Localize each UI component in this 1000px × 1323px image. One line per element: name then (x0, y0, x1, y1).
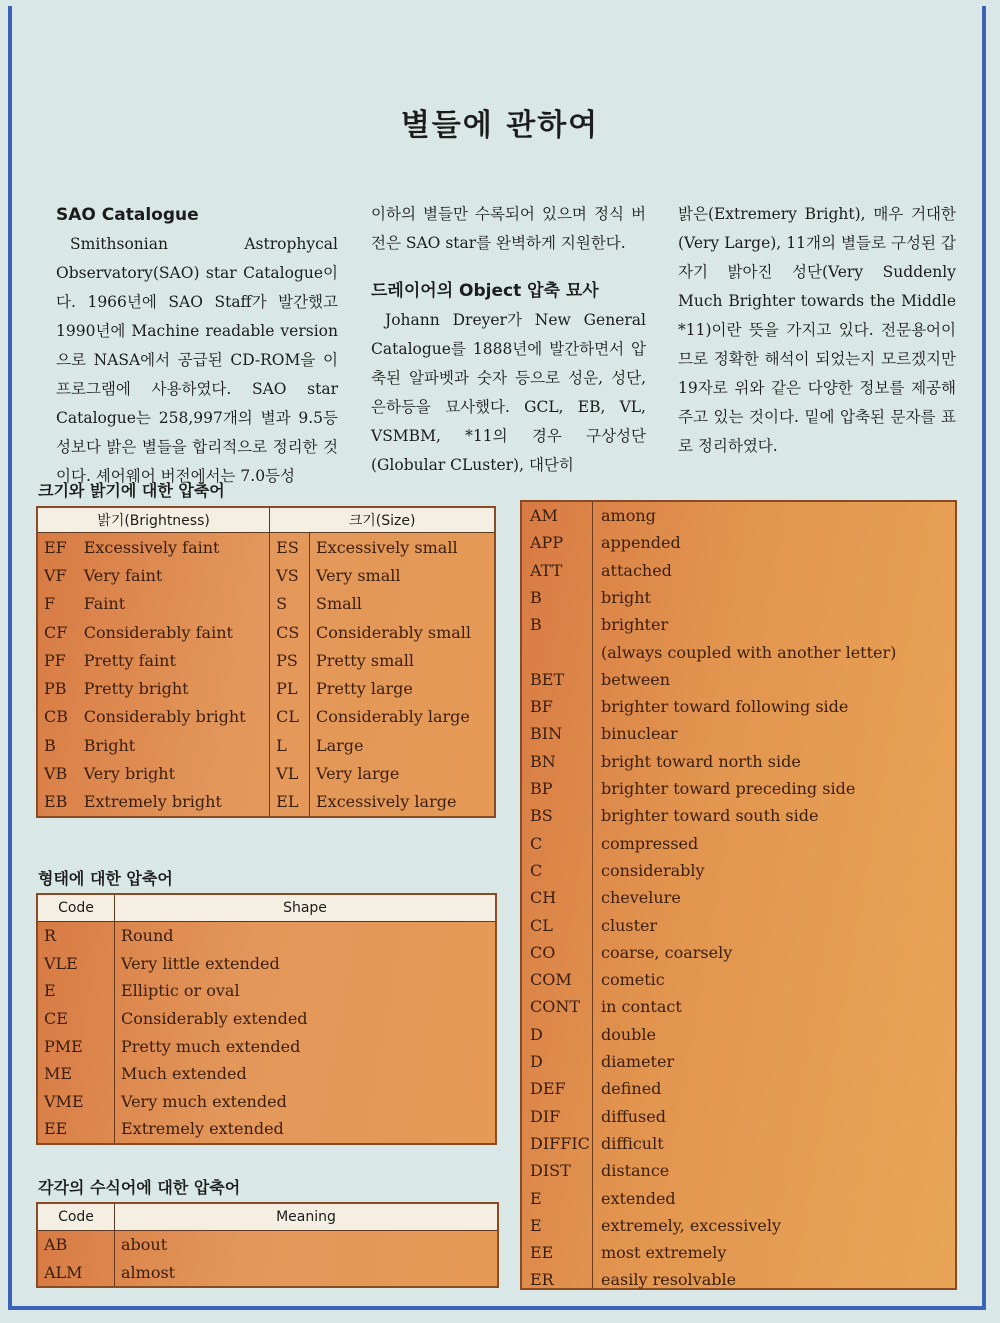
shape-code: VME (37, 1088, 115, 1116)
abbreviation-meaning: cluster (601, 915, 658, 935)
abbreviation-list (520, 500, 957, 1290)
brightness-meaning: Very bright (78, 759, 270, 787)
code-header: Code (37, 1203, 115, 1231)
shape-meaning: Much extended (121, 1064, 247, 1084)
code-header: Code (37, 894, 115, 922)
size-meaning: Considerably small (315, 622, 472, 642)
size-meaning: Pretty small (315, 650, 415, 670)
abbreviation-code: BP (530, 779, 553, 798)
size-code: EL (270, 788, 310, 817)
table-row (37, 1005, 496, 1033)
size-code: L (270, 731, 310, 759)
shape-header: Shape (115, 894, 497, 922)
brightness-header: 밝기(Brightness) (37, 507, 270, 533)
sao-heading: SAO Catalogue (56, 205, 199, 225)
table-row (37, 703, 495, 731)
abbreviation-code: DEF (530, 1079, 566, 1099)
abbreviation-code: DIST (530, 1161, 571, 1181)
table-row (37, 759, 495, 787)
abbreviation-code: D (530, 1052, 543, 1071)
brightness-meaning: Considerably bright (78, 703, 270, 731)
table2-title: 형태에 대한 압축어 (38, 869, 173, 888)
size-meaning: Pretty large (315, 679, 413, 699)
table-row (37, 618, 495, 646)
brightness-meaning: Very faint (78, 561, 270, 589)
abbreviation-meaning: extremely, excessively (601, 1215, 782, 1235)
size-code: CS (270, 618, 310, 646)
brightness-code: CB (44, 707, 68, 727)
abbreviation-meaning: bright (601, 587, 651, 607)
shape-meaning: Considerably extended (121, 1009, 308, 1029)
abbreviation-meaning: chevelure (601, 888, 681, 908)
abbreviation-code: D (530, 1024, 543, 1044)
abbreviation-meaning: appended (601, 533, 681, 553)
abbreviation-code: CL (530, 915, 553, 935)
shape-code: VLE (37, 950, 115, 978)
table-row (37, 731, 495, 759)
modifier-code: ALM (37, 1259, 115, 1288)
shape-code: E (37, 977, 115, 1005)
abbreviation-meaning: easily resolvable (601, 1270, 737, 1290)
abbreviation-meaning: coarse, coarsely (601, 942, 733, 962)
brightness-meaning: Excessively faint (78, 533, 270, 562)
abbreviation-code: ER (530, 1270, 554, 1290)
abbreviation-code: CONT (530, 997, 581, 1017)
abbreviation-code: COM (530, 970, 572, 990)
abbreviation-meaning: diameter (601, 1052, 675, 1071)
size-code: S (270, 590, 310, 618)
abbreviation-meaning: cometic (601, 970, 665, 990)
brightness-code: F (44, 594, 56, 614)
abbreviation-code: C (530, 833, 543, 853)
shape-meaning: Extremely extended (121, 1119, 284, 1139)
brightness-code: VB (44, 764, 68, 784)
abbreviation-meaning: extended (601, 1188, 676, 1208)
size-meaning: Very large (315, 764, 400, 784)
page-title: 별들에 관하여 (400, 108, 600, 143)
abbreviation-meaning: between (601, 669, 671, 689)
size-header: 크기(Size) (270, 507, 495, 533)
abbreviation-code: BN (530, 751, 556, 771)
size-meaning: Considerably large (315, 707, 470, 727)
size-code: PS (270, 646, 310, 674)
brightness-code: EB (44, 792, 68, 812)
abbreviation-code: CO (530, 942, 556, 962)
abbreviation-code: BS (530, 806, 553, 826)
abbreviation-code: E (530, 1188, 542, 1208)
size-meaning: Small (315, 594, 362, 614)
abbreviation-code: B (530, 615, 542, 635)
abbreviation-meaning: distance (601, 1161, 670, 1181)
modifier-table (36, 1202, 499, 1288)
shape-code: CE (37, 1005, 115, 1033)
table-row (37, 561, 495, 589)
abbreviation-meaning: brighter (601, 615, 669, 635)
abbreviation-meaning: difficult (601, 1133, 664, 1153)
abbreviation-meaning: binuclear (601, 724, 678, 744)
brightness-code: EF (44, 537, 67, 557)
shape-code: R (37, 922, 115, 950)
brightness-meaning: Faint (78, 590, 270, 618)
abbreviation-meaning: in contact (601, 997, 682, 1017)
shape-code: PME (37, 1032, 115, 1060)
size-code: ES (270, 533, 310, 562)
shape-table (36, 893, 497, 1145)
shape-code: EE (37, 1115, 115, 1144)
shape-code: ME (37, 1060, 115, 1088)
table-row (37, 1032, 496, 1060)
meaning-header: Meaning (115, 1203, 499, 1231)
size-code: VS (270, 561, 310, 589)
abbreviation-code: ATT (530, 560, 563, 580)
abbreviation-code: DIF (530, 1106, 561, 1126)
abbreviation-code: CH (530, 888, 557, 908)
table-row (37, 1060, 496, 1088)
brightness-meaning: Considerably faint (78, 618, 270, 646)
table-row (37, 1115, 496, 1144)
modifier-meaning: about (121, 1235, 168, 1255)
table3-title: 각각의 수식어에 대한 압축어 (38, 1178, 241, 1197)
table-row (37, 950, 496, 978)
size-meaning: Excessively small (315, 537, 458, 557)
table-row (37, 646, 495, 674)
abbreviation-meaning: brighter toward south side (601, 806, 819, 826)
brightness-meaning: Pretty bright (78, 674, 270, 702)
abbreviation-meaning: brighter toward preceding side (601, 779, 856, 798)
size-code: CL (270, 703, 310, 731)
brightness-code: PF (44, 650, 66, 670)
table1-title: 크기와 밝기에 대한 압축어 (38, 481, 225, 500)
abbreviation-meaning: bright toward north side (601, 751, 801, 771)
table-row (37, 590, 495, 618)
abbreviation-meaning: compressed (601, 833, 699, 853)
size-meaning: Excessively large (315, 792, 457, 812)
table-row (37, 977, 496, 1005)
brightness-code: VF (44, 565, 67, 585)
abbreviation-code: BF (530, 697, 553, 717)
brightness-meaning: Extremely bright (78, 788, 270, 817)
abbreviation-meaning: (always coupled with another letter) (601, 642, 897, 662)
size-code: VL (270, 759, 310, 787)
brightness-meaning: Pretty faint (78, 646, 270, 674)
table-row (37, 533, 495, 562)
column-2 (371, 200, 646, 480)
column-divider (592, 502, 593, 1288)
abbreviation-code: B (530, 587, 542, 607)
abbreviation-code: DIFFIC (530, 1133, 590, 1153)
column-3-body: 밝은(Extremery Bright), 매우 거대한(Very Large), 11개의 별들로 구성된 갑자기 밝아진 성단(Very Suddenly Much Brighter towards the Middle *11)이란 뜻을 가지고 있다. 전문용어이므로 정확한 해석이 되었는지 모르겠지만 19자로 위와 같은 다양한 정보를 제공해 주고 있는 것이다. 밑에 압축된 문자를 표로 정리하였다. (678, 205, 956, 455)
size-code: PL (270, 674, 310, 702)
abbreviation-code: AM (530, 506, 558, 525)
table-row (37, 674, 495, 702)
table-row (37, 922, 496, 950)
shape-meaning: Round (121, 926, 174, 946)
abbreviation-meaning: most extremely (601, 1243, 727, 1263)
abbreviation-code: BIN (530, 724, 563, 744)
table-row (37, 1231, 498, 1259)
abbreviation-code: APP (530, 533, 564, 553)
table-row (37, 1088, 496, 1116)
size-meaning: Large (315, 735, 364, 755)
shape-meaning: Pretty much extended (121, 1036, 301, 1056)
abbreviation-meaning: brighter toward following side (601, 697, 849, 717)
size-meaning: Very small (315, 565, 401, 585)
shape-meaning: Very much extended (121, 1091, 287, 1111)
abbreviation-meaning: diffused (601, 1106, 666, 1126)
table-row (37, 1259, 498, 1288)
brightness-code: B (44, 735, 56, 755)
brightness-code: PB (44, 679, 67, 699)
abbreviation-code: BET (530, 669, 565, 689)
brightness-meaning: Bright (78, 731, 270, 759)
brightness-size-table (36, 506, 496, 818)
brightness-code: CF (44, 622, 68, 642)
column-2-intro: 이하의 별들만 수록되어 있으며 정식 버전은 SAO star를 완벽하게 지원한다. (371, 205, 646, 252)
sao-body: Smithsonian Astrophycal Observatory(SAO) star Catalogue이다. 1966년에 SAO Staff가 발간했고 1990년에 Machine readable version으로 NASA에서 공급된 CD-ROM을 이 프로그램에 사용하였다. SAO star Catalogue는 258,997개의 별과 9.5등성보다 밝은 별들을 합리적으로 정리한 것이다. 셰어웨어 버전에서는 7.0등성 (56, 235, 338, 485)
abbreviation-meaning: considerably (601, 860, 705, 880)
shape-meaning: Elliptic or oval (121, 981, 240, 1001)
table-row (37, 788, 495, 817)
dreyer-heading: 드레이어의 Object 압축 묘사 (371, 281, 599, 301)
column-3 (678, 200, 956, 461)
dreyer-body: Johann Dreyer가 New General Catalogue를 1888년에 발간하면서 압축된 알파벳과 숫자 등으로 성운, 성단, 은하등을 묘사했다. GCL, EB, VL, VSMBM, *11의 경우 구상성단(Globular CLuster), 대단히 (371, 311, 646, 474)
abbreviation-meaning: among (601, 506, 656, 525)
abbreviation-meaning: defined (601, 1079, 662, 1099)
modifier-meaning: almost (121, 1262, 176, 1282)
abbreviation-code: EE (530, 1243, 554, 1263)
column-1 (56, 200, 338, 491)
abbreviation-code: C (530, 860, 543, 880)
modifier-code: AB (37, 1231, 115, 1259)
abbreviation-meaning: double (601, 1024, 657, 1044)
abbreviation-meaning: attached (601, 560, 672, 580)
shape-meaning: Very little extended (121, 953, 280, 973)
abbreviation-code: E (530, 1215, 542, 1235)
